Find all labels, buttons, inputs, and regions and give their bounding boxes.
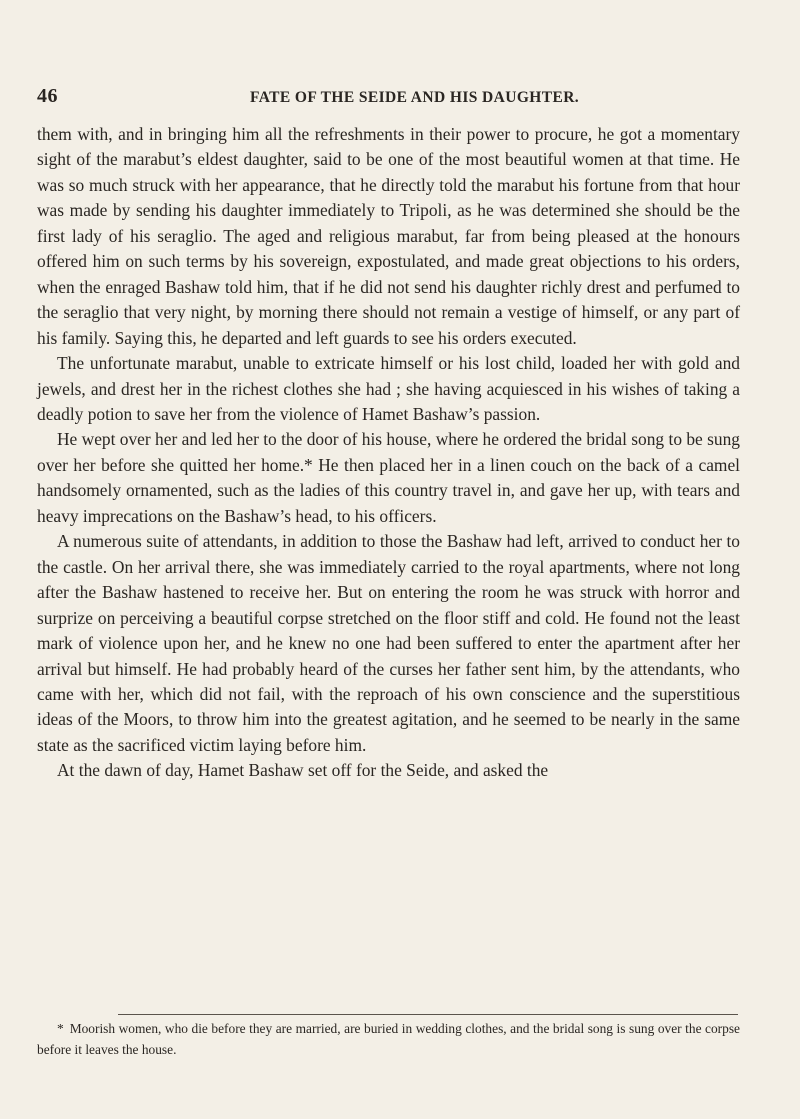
paragraph: The unfortunate marabut, unable to extricate himself or his lost child, loaded her with gold and jewels, and drest her in the richest clothes she had ; she having acquiesced in his wishes of taking a deadly potion to save her from the violence of Hamet Bashaw’s passion.	[37, 353, 740, 424]
body-text	[37, 122, 740, 784]
footnote-mark: *	[57, 1021, 64, 1036]
paragraph: them with, and in bringing him all the refreshments in their power to procure, he got a momentary sight of the marabut’s eldest daughter, said to be one of the most beautiful women at that time. He was so much struck with her appearance, that he directly told the marabut his fortune from that hour was made by sending his daughter immediately to Tripoli, as he was determined she should be the first lady of his seraglio. The aged and religious marabut, far from being pleased at the honours offered him on such terms by his sovereign, expostulated, and made great objections to his orders, when the enraged Bashaw told him, that if he did not send his daughter richly drest and perfumed to the seraglio that very night, by morning there should not remain a vestige of himself, or any part of his family. Saying this, he departed and left guards to see his orders executed.	[37, 124, 740, 348]
page-number: 46	[37, 85, 58, 107]
paragraph: A numerous suite of attendants, in addition to those the Bashaw had left, arrived to conduct her to the castle. On her arrival there, she was immediately carried to the royal apartments, where not long after the Bashaw hastened to receive her. But on entering the room he was struck with horror and surprize on perceiving a beautiful corpse stretched on the floor stiff and cold. He found not the least mark of violence upon her, and he knew no one had been suffered to enter the apartment after her arrival but himself. He had probably heard of the curses her father sent him, by the attendants, who came with her, which did not fail, with the reproach of his own conscience and the superstitious ideas of the Moors, to throw him into the greatest agitation, and he seemed to be nearly in the same state as the sacrificed victim laying before him.	[37, 531, 740, 755]
footnote-text: Moorish women, who die before they are married, are buried in wedding clothes, and the bridal song is sung over the corpse before it leaves the house.	[37, 1021, 740, 1057]
footnote-divider	[118, 1014, 738, 1015]
running-head: FATE OF THE SEIDE AND HIS DAUGHTER.	[250, 89, 580, 106]
page-header	[37, 85, 737, 115]
footnote	[37, 1018, 740, 1060]
paragraph: At the dawn of day, Hamet Bashaw set off for the Seide, and asked the	[57, 760, 549, 781]
paragraph: He wept over her and led her to the door of his house, where he ordered the bridal song to be sung over her before she quitted her home.* He then placed her in a linen couch on the back of a camel handsomely ornamented, such as the ladies of this country travel in, and gave her up, with tears and heavy imprecations on the Bashaw’s head, to his officers.	[37, 429, 740, 526]
